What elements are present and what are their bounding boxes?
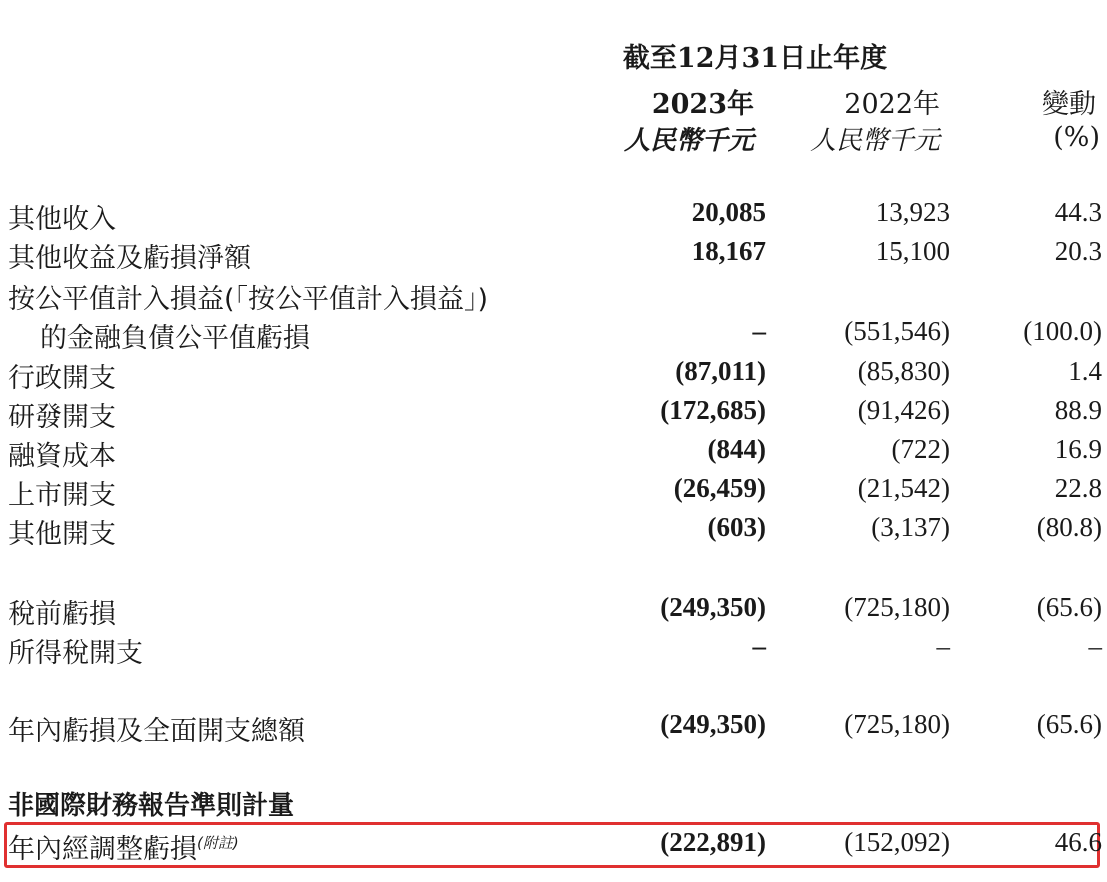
unit-change: (%) xyxy=(1053,122,1100,153)
row-label-total-loss: 年內虧損及全面開支總額 xyxy=(8,716,305,747)
row-label-fvtpl-line2: 的金融負債公平值虧損 xyxy=(40,323,310,354)
value-change: 20.3 xyxy=(1054,236,1102,266)
column-header-change: 變動 xyxy=(1042,89,1096,120)
value-2023: 20,085 xyxy=(691,197,766,227)
adjusted-loss-change: 46.6 xyxy=(1054,827,1102,857)
period-header: 截至12月31日止年度 xyxy=(622,43,888,74)
value-change: (80.8) xyxy=(1036,512,1102,542)
value-2022: (21,542) xyxy=(857,473,950,503)
value-2022: (725,180) xyxy=(844,592,950,622)
row-label-finance-costs: 融資成本 xyxy=(8,441,116,472)
value-2023: (172,685) xyxy=(660,395,766,425)
row-label-fvtpl-line1: 按公平值計入損益(「按公平值計入損益」) xyxy=(8,284,489,315)
value-2022: (725,180) xyxy=(844,709,950,739)
footnote-marker: (附註) xyxy=(197,834,239,852)
adjusted-loss-2023: (222,891) xyxy=(660,827,766,857)
row-label-rd-expenses: 研發開支 xyxy=(8,402,116,433)
value-2023: (249,350) xyxy=(660,709,766,739)
value-2023: (87,011) xyxy=(675,356,766,386)
value-2022: (551,546) xyxy=(844,316,950,346)
row-label-income-tax: 所得稅開支 xyxy=(8,638,143,669)
adjusted-loss-2022: (152,092) xyxy=(844,827,950,857)
value-2022: (91,426) xyxy=(857,395,950,425)
value-2023: – xyxy=(752,631,766,661)
value-change: 1.4 xyxy=(1068,356,1102,386)
value-2023: (603) xyxy=(707,512,766,542)
value-change: (65.6) xyxy=(1036,592,1102,622)
row-label-other-gains-losses: 其他收益及虧損淨額 xyxy=(8,243,251,274)
value-change: (100.0) xyxy=(1023,316,1102,346)
column-header-2023: 2023年 xyxy=(651,89,754,120)
non-ifrs-section-title: 非國際財務報告準則計量 xyxy=(8,791,295,821)
value-2022: 15,100 xyxy=(875,236,950,266)
adjusted-loss-label: 年內經調整虧損 xyxy=(8,834,197,865)
row-label-admin-expenses: 行政開支 xyxy=(8,363,116,394)
value-2023: (844) xyxy=(707,434,766,464)
row-label-loss-before-tax: 稅前虧損 xyxy=(8,599,116,630)
value-2022: (85,830) xyxy=(857,356,950,386)
value-change: 88.9 xyxy=(1054,395,1102,425)
row-label-other-expenses: 其他開支 xyxy=(8,519,116,550)
column-header-2022: 2022年 xyxy=(844,89,940,120)
value-2023: 18,167 xyxy=(691,236,766,266)
row-label-listing-expenses: 上市開支 xyxy=(8,480,116,511)
value-2023: – xyxy=(752,316,766,346)
value-change: 22.8 xyxy=(1054,473,1102,503)
value-2022: (3,137) xyxy=(871,512,950,542)
value-change: 44.3 xyxy=(1054,197,1102,227)
row-label-other-income: 其他收入 xyxy=(8,204,116,235)
value-2023: (249,350) xyxy=(660,592,766,622)
unit-2023: 人民幣千元 xyxy=(623,126,754,156)
value-change: – xyxy=(1088,631,1102,661)
value-2022: 13,923 xyxy=(875,197,950,227)
value-change: (65.6) xyxy=(1036,709,1102,739)
value-2022: (722) xyxy=(891,434,950,464)
value-change: 16.9 xyxy=(1054,434,1102,464)
value-2023: (26,459) xyxy=(673,473,766,503)
unit-2022: 人民幣千元 xyxy=(809,126,940,156)
row-label-adjusted-loss xyxy=(8,827,239,866)
value-2022: – xyxy=(936,631,950,661)
